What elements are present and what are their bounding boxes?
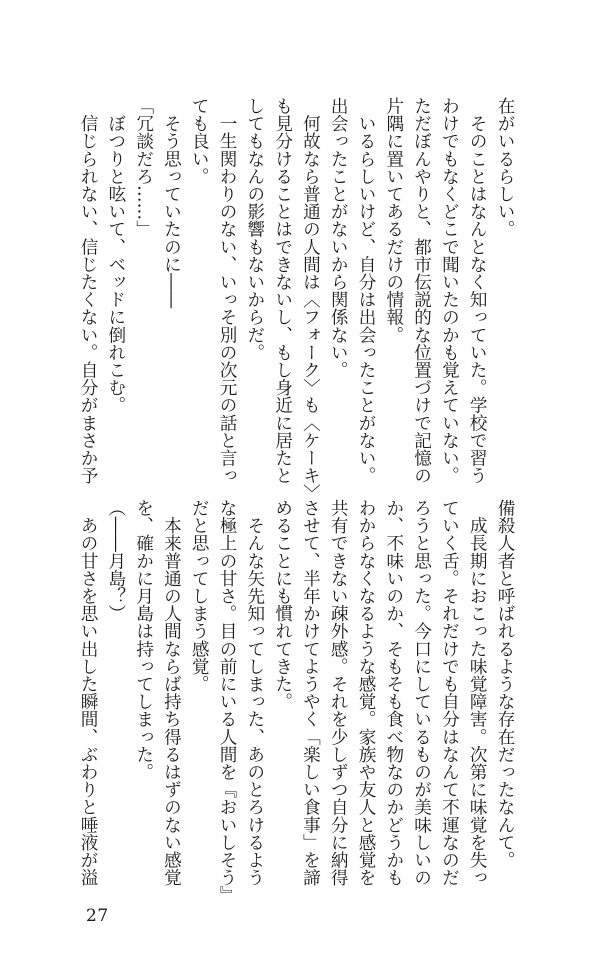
text-line: そんな矢先知ってしまった、あのとろけるよう (244, 499, 265, 887)
text-line: 共有できない疎外感。それを少しずつ自分に納得 (328, 499, 349, 887)
text-line: も見分けることはできないし、もし身近に居たと (272, 97, 293, 485)
text-line: 本来普通の人間ならば持ち得るはずのない感覚 (161, 499, 182, 887)
text-line: そう思っていたのに―― (161, 97, 182, 309)
text-line: 何故なら普通の人間は〈フォーク〉も〈ケーキ〉 (300, 97, 321, 502)
text-line: 出会ったことがないから関係ない。 (328, 97, 349, 379)
text-line: 信じられない、信じたくない。自分がまさか予 (78, 97, 99, 485)
text-line: ても良い。 (189, 97, 210, 185)
text-line: そのことはなんとなく知っていた。学校で習う (467, 97, 488, 485)
text-line: ぼつりと呟いて、ベッドに倒れこむ。 (105, 97, 126, 414)
text-line: だと思ってしまう感覚。 (189, 499, 210, 693)
text-line: あの甘さを思い出した瞬間、ぶわりと唾液が溢 (78, 499, 99, 887)
text-line: （――月島？） (105, 499, 126, 623)
text-line: 一生関わりのない、いっそ別の次元の話と言っ (217, 97, 238, 485)
text-line: わからなくなるような感覚。家族や友人と感覚を (356, 499, 377, 887)
text-line: いるらしいけど、自分は出会ったことがない。 (356, 97, 377, 485)
page-number: 27 (86, 906, 109, 926)
text-line: ろうと思った。今口にしているものが美味しいの (411, 499, 432, 887)
text-line: させて、半年かけてようやく「楽しい食事」を諦 (300, 499, 321, 887)
text-line: 備殺人者と呼ばれるような存在だったなんて。 (495, 499, 515, 869)
text-line: してもなんの影響もないからだ。 (244, 97, 265, 361)
text-block-top (73, 97, 518, 502)
text-line: を、確かに月島は持ってしまった。 (133, 499, 154, 781)
text-line: か、不味いのか、そもそも食べ物なのかどうかも (383, 499, 404, 887)
text-block-bottom (73, 499, 518, 904)
text-line: めることにも慣れてきた。 (272, 499, 293, 711)
text-line: ていく舌。それだけでも自分はなんて不運なのだ (439, 499, 460, 887)
text-line: わけでもなくどこで聞いたのかも覚えていない。 (439, 97, 460, 485)
text-line: 片隅に置いてあるだけの情報。 (383, 97, 404, 344)
text-line: な極上の甘さ。目の前にいる人間を『おいしそう』 (217, 499, 238, 904)
text-line: 「冗談だろ……」 (133, 97, 154, 238)
text-line: 在がいるらしい。 (495, 97, 515, 238)
text-line: 成長期におこった味覚障害。次第に味覚を失っ (467, 499, 488, 887)
text-line: ただぼんやりと、都市伝説的な位置づけで記憶の (411, 97, 432, 485)
